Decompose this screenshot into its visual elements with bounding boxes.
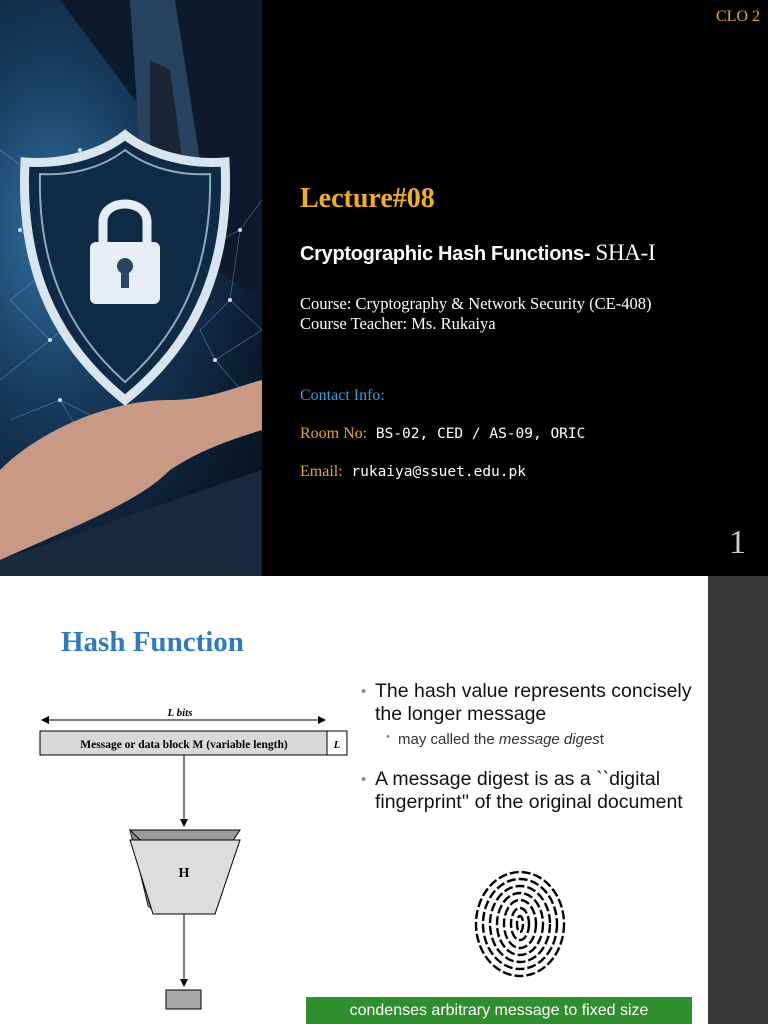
sub-bullet-message-digest — [398, 731, 604, 748]
hash-function-slide — [0, 576, 768, 1024]
hash-label: H — [178, 866, 190, 881]
hash-diagram — [0, 576, 360, 1024]
contact-heading: Contact Info: — [300, 387, 385, 404]
page-number: 1 — [729, 524, 746, 561]
email-info — [300, 463, 526, 481]
teacher-line: Course Teacher: Ms. Rukaiya — [300, 314, 496, 333]
security-lock-photo — [0, 0, 262, 576]
subtitle-main: Cryptographic Hash Functions- — [300, 243, 596, 265]
sub-bullet-suffix: t — [599, 731, 604, 748]
hash-output — [166, 990, 201, 1009]
subtitle-tail: SHA-I — [595, 240, 656, 265]
slide-sidebar — [708, 576, 768, 1024]
slide-title: Hash Function — [61, 626, 244, 658]
block-label: Message or data block M (variable length) — [80, 739, 288, 751]
email-value: rukaiya@ssuet.edu.pk — [342, 464, 526, 480]
sub-bullet-italic: message diges — [498, 731, 600, 748]
room-info — [300, 425, 585, 443]
room-label: Room No: — [300, 425, 368, 442]
shield-lock-illustration — [0, 0, 262, 576]
fingerprint-icon — [470, 866, 570, 978]
clo-label: CLO 2 — [716, 8, 760, 25]
course-info — [300, 294, 651, 334]
bullet-hash-value: • The hash value represents concisely the longer message — [375, 680, 715, 726]
length-label: L bits — [167, 707, 193, 719]
summary-banner: condenses arbitrary message to fixed size — [306, 997, 692, 1024]
course-line: Course: Cryptography & Network Security (CE-408) — [300, 294, 652, 313]
email-label: Email: — [300, 463, 343, 480]
sub-bullet-prefix: may called the — [398, 731, 499, 748]
lecture-subtitle — [300, 240, 655, 266]
lecture-title: Lecture#08 — [300, 183, 435, 214]
room-value: BS-02, CED / AS-09, ORIC — [367, 426, 586, 442]
length-box-label: L — [333, 739, 341, 751]
bullet-digital-fingerprint: • A message digest is as a ``digital fingerprint'' of the original document — [375, 768, 695, 814]
